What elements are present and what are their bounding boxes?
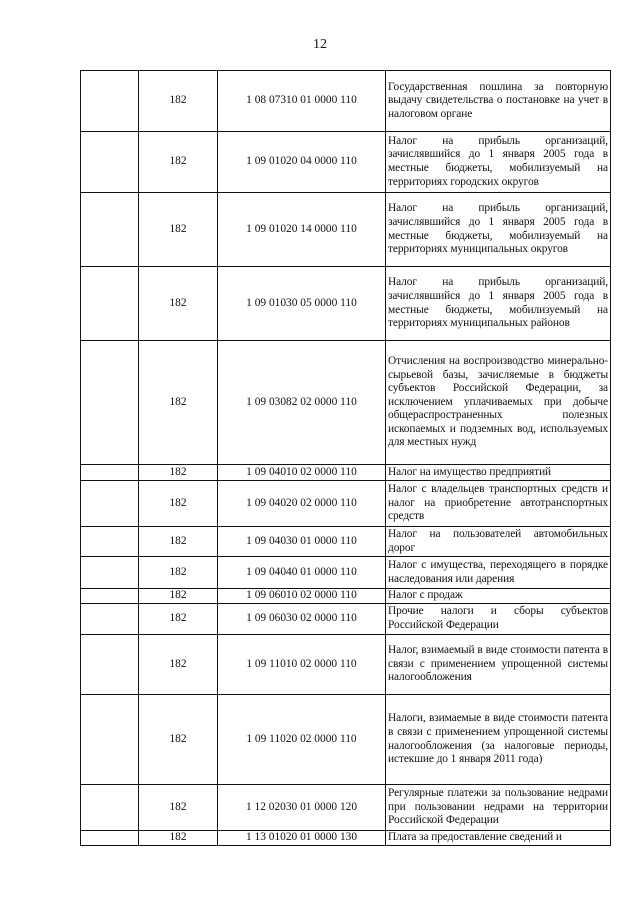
empty-cell <box>81 785 139 831</box>
table-row <box>81 481 611 527</box>
empty-cell <box>81 132 139 193</box>
table-row <box>81 267 611 341</box>
empty-cell <box>81 71 139 132</box>
revenue-name-cell: Налог с владельцев транспортных средств и налог на приобретение автотранспортных средств <box>386 481 611 527</box>
revenue-name-cell: Налог с имущества, переходящего в порядке наследования или дарения <box>386 557 611 589</box>
table-row <box>81 695 611 785</box>
revenue-name-cell: Плата за предоставление сведений и <box>386 831 611 846</box>
admin-code-cell: 182 <box>139 341 218 465</box>
table-row <box>81 831 611 846</box>
table-row <box>81 635 611 695</box>
budget-code-cell: 1 09 06010 02 0000 110 <box>218 589 386 604</box>
revenue-name-cell: Налог на прибыль организаций, зачислявшийся до 1 января 2005 года в местные бюджеты, мобилизуемый на территориях городских округов <box>386 132 611 193</box>
revenue-name-cell: Прочие налоги и сборы субъектов Российской Федерации <box>386 604 611 635</box>
budget-code-cell: 1 09 04040 01 0000 110 <box>218 557 386 589</box>
revenue-name-cell: Налог на прибыль организаций, зачислявшийся до 1 января 2005 года в местные бюджеты, мобилизуемый на территориях муниципальных районов <box>386 267 611 341</box>
admin-code-cell: 182 <box>139 527 218 557</box>
empty-cell <box>81 635 139 695</box>
admin-code-cell: 182 <box>139 695 218 785</box>
revenue-name-cell: Налог, взимаемый в виде стоимости патента в связи с применением упрощенной системы налогообложения <box>386 635 611 695</box>
budget-code-cell: 1 09 01020 04 0000 110 <box>218 132 386 193</box>
revenue-codes-table <box>80 70 611 846</box>
revenue-name-cell: Налог на прибыль организаций, зачислявшийся до 1 января 2005 года в местные бюджеты, мобилизуемый на территориях муниципальных округов <box>386 193 611 267</box>
table-row <box>81 193 611 267</box>
empty-cell <box>81 341 139 465</box>
budget-code-cell: 1 09 01030 05 0000 110 <box>218 267 386 341</box>
revenue-name-cell: Отчисления на воспроизводство минерально-сырьевой базы, зачисляемые в бюджеты субъектов Российской Федерации, за исключением уплачиваемых при добыче общераспространенных полезных ископаемых и подземных вод, используемых для местных нужд <box>386 341 611 465</box>
table-row <box>81 557 611 589</box>
empty-cell <box>81 481 139 527</box>
table-row <box>81 71 611 132</box>
budget-code-cell: 1 09 04020 02 0000 110 <box>218 481 386 527</box>
table-row <box>81 589 611 604</box>
budget-code-cell: 1 09 01020 14 0000 110 <box>218 193 386 267</box>
table-row <box>81 785 611 831</box>
budget-code-cell: 1 09 04030 01 0000 110 <box>218 527 386 557</box>
admin-code-cell: 182 <box>139 831 218 846</box>
budget-code-cell: 1 08 07310 01 0000 110 <box>218 71 386 132</box>
revenue-name-cell: Налог на пользователей автомобильных дорог <box>386 527 611 557</box>
admin-code-cell: 182 <box>139 481 218 527</box>
admin-code-cell: 182 <box>139 785 218 831</box>
budget-code-cell: 1 09 04010 02 0000 110 <box>218 465 386 481</box>
empty-cell <box>81 267 139 341</box>
budget-code-cell: 1 09 11010 02 0000 110 <box>218 635 386 695</box>
admin-code-cell: 182 <box>139 635 218 695</box>
page-number: 12 <box>313 37 327 52</box>
revenue-name-cell: Государственная пошлина за повторную выдачу свидетельства о постановке на учет в налоговом органе <box>386 71 611 132</box>
admin-code-cell: 182 <box>139 193 218 267</box>
admin-code-cell: 182 <box>139 557 218 589</box>
budget-code-cell: 1 09 03082 02 0000 110 <box>218 341 386 465</box>
admin-code-cell: 182 <box>139 604 218 635</box>
admin-code-cell: 182 <box>139 71 218 132</box>
admin-code-cell: 182 <box>139 589 218 604</box>
table-row <box>81 527 611 557</box>
empty-cell <box>81 604 139 635</box>
table-row <box>81 465 611 481</box>
admin-code-cell: 182 <box>139 465 218 481</box>
empty-cell <box>81 193 139 267</box>
admin-code-cell: 182 <box>139 267 218 341</box>
revenue-name-cell: Налог на имущество предприятий <box>386 465 611 481</box>
empty-cell <box>81 465 139 481</box>
budget-code-cell: 1 13 01020 01 0000 130 <box>218 831 386 846</box>
table-row <box>81 604 611 635</box>
empty-cell <box>81 695 139 785</box>
empty-cell <box>81 831 139 846</box>
budget-code-cell: 1 12 02030 01 0000 120 <box>218 785 386 831</box>
budget-code-cell: 1 09 11020 02 0000 110 <box>218 695 386 785</box>
empty-cell <box>81 557 139 589</box>
table-row <box>81 341 611 465</box>
revenue-name-cell: Налог с продаж <box>386 589 611 604</box>
empty-cell <box>81 589 139 604</box>
table-row <box>81 132 611 193</box>
revenue-name-cell: Налоги, взимаемые в виде стоимости патента в связи с применением упрощенной системы налогообложения (за налоговые периоды, истекшие до 1 января 2011 года) <box>386 695 611 785</box>
budget-code-cell: 1 09 06030 02 0000 110 <box>218 604 386 635</box>
empty-cell <box>81 527 139 557</box>
admin-code-cell: 182 <box>139 132 218 193</box>
revenue-name-cell: Регулярные платежи за пользование недрами при пользовании недрами на территории Российской Федерации <box>386 785 611 831</box>
